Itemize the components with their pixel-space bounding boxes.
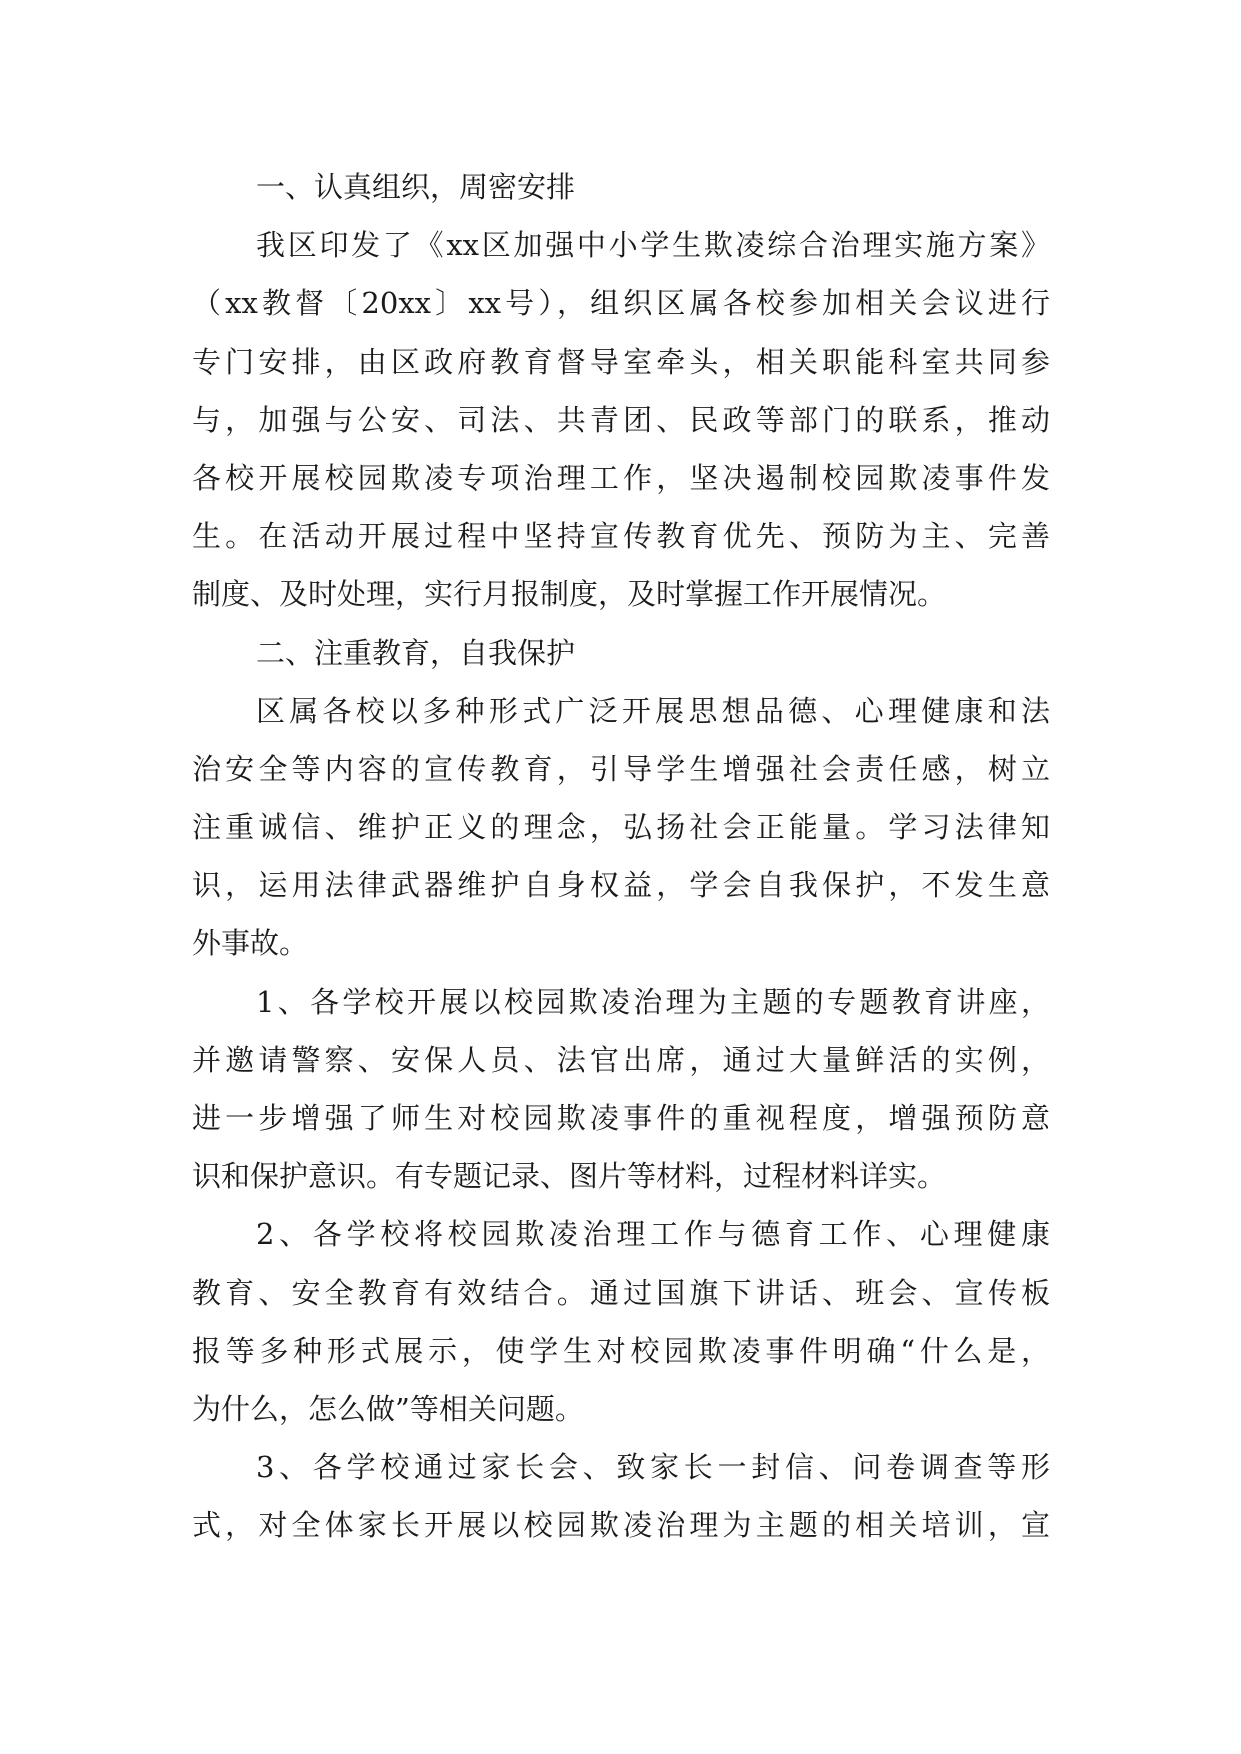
text-line: 区属各校以多种形式广泛开展思想品德、心理健康和法 xyxy=(256,693,1050,728)
text-line: 识，运用法律武器维护自身权益，学会自我保护，不发生意 xyxy=(192,868,1050,903)
text-line: 专门安排，由区政府教育督导室牵头，相关职能科室共同参 xyxy=(192,344,1050,379)
text-line: 式，对全体家长开展以校园欺凌治理为主题的相关培训，宣 xyxy=(192,1508,1050,1543)
text-line: 各校开展校园欺凌专项治理工作，坚决遏制校园欺凌事件发 xyxy=(192,460,1050,495)
text-line: （xx教督〔20xx〕xx号），组织区属各校参加相关会议进行 xyxy=(192,286,1050,321)
text-line: 注重诚信、维护正义的理念，弘扬社会正能量。学习法律知 xyxy=(192,810,1050,845)
text-line: 2、各学校将校园欺凌治理工作与德育工作、心理健康 xyxy=(256,1217,1050,1252)
text-line: 识和保护意识。有专题记录、图片等材料，过程材料详实。 xyxy=(192,1159,947,1194)
text-line: 制度、及时处理，实行月报制度，及时掌握工作开展情况。 xyxy=(192,577,947,612)
text-line: 为什么，怎么做”等相关问题。 xyxy=(192,1391,584,1426)
document-body xyxy=(192,158,1050,1555)
text-line: 报等多种形式展示，使学生对校园欺凌事件明确“什么是， xyxy=(192,1333,1050,1368)
text-line: 3、各学校通过家长会、致家长一封信、问卷调查等形 xyxy=(256,1450,1050,1485)
text-line: 与，加强与公安、司法、共青团、民政等部门的联系，推动 xyxy=(192,402,1050,437)
text-line: 并邀请警察、安保人员、法官出席，通过大量鲜活的实例， xyxy=(192,1042,1050,1077)
text-line: 进一步增强了师生对校园欺凌事件的重视程度，增强预防意 xyxy=(192,1101,1050,1135)
text-line: 二、注重教育，自我保护 xyxy=(256,635,576,670)
text-line: 一、认真组织，周密安排 xyxy=(256,170,576,204)
text-line: 教育、安全教育有效结合。通过国旗下讲话、班会、宣传板 xyxy=(192,1275,1050,1310)
text-line: 外事故。 xyxy=(192,926,309,961)
text-line: 治安全等内容的宣传教育，引导学生增强社会责任感，树立 xyxy=(192,751,1050,786)
text-line: 1、各学校开展以校园欺凌治理为主题的专题教育讲座， xyxy=(256,984,1050,1019)
text-line: 我区印发了《xx区加强中小学生欺凌综合治理实施方案》 xyxy=(256,228,1050,263)
text-line: 生。在活动开展过程中坚持宣传教育优先、预防为主、完善 xyxy=(192,519,1050,554)
